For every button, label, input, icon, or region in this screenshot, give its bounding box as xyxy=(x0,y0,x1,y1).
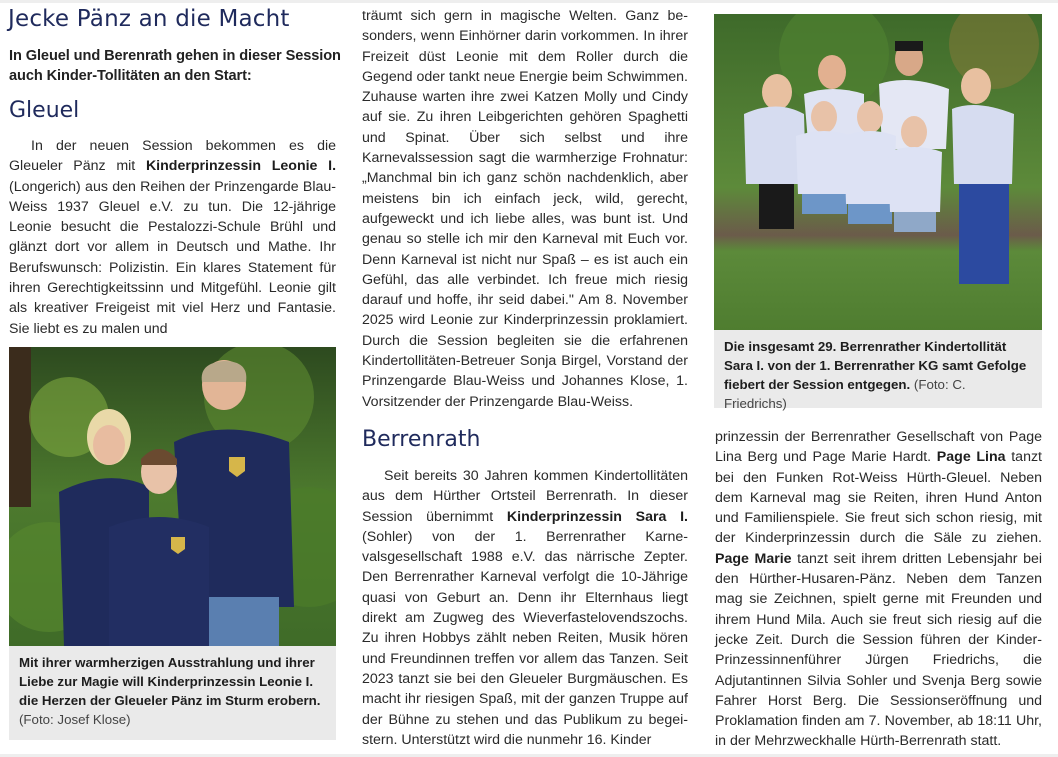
photo-leonie-image xyxy=(9,347,336,646)
berrenrath-text-3: prinzessin der Berrenrather Gesellschaft von Page Lina Berg und Page Marie Hardt. xyxy=(715,429,1042,466)
photo-leonie-family xyxy=(9,347,336,646)
berrenrath-text-5: tanzt seit ihrem dritten Lebensjahr bei den Hürther-Husaren-Pänz. Neben dem Tanzen mag sie Zeichnen, spielt gerne mit Freunden und ihrem Hund Mila. Auch sie freut sich riesig auf die jecke Zeit. Durch die Session führen der Kinder-Prinzessinnenführer Jürgen Friedrichs, die Adjutantinnen Silvia Sohler und Svenja Berg sowie Fahrer Horst Berg. Die Sessionseröffnung und Proklamation finden am 7. November, ab 18:11 Uhr, in der Mehrzweckhalle Hürth-Berrenrath statt. xyxy=(715,550,1043,750)
berrenrath-continued-paragraph xyxy=(715,427,1042,752)
photo-caption-sara xyxy=(714,330,1042,411)
page-marie-name: Page Marie xyxy=(715,550,792,567)
caption-text: Mit ihrer warmherzigen Ausstrahlung und ihrer Liebe zur Magie will Kinderprinzessin Leonie I. die Herzen der Gleueler Pänz im Sturm erobern. xyxy=(19,655,321,708)
caption-text: Die insgesamt 29. Berrenrather Kindertollität Sara I. von der 1. Berrenrather KG samt Gefolge fiebert der Session entgegen. xyxy=(724,339,1027,392)
article-title: Jecke Pänz an die Macht xyxy=(8,6,290,32)
gleuel-text-2: (Longerich) aus den Reihen der Prinzengarde Blau-Weiss 1937 Gleuel e.V. zu tun. Die 12-jährige Leonie besucht die Pestalozzi-Schule Brühl und glänzt dort vor allem in Deutsch und Mathe. Ihr Berufswunsch: Polizistin. Ein klares Statement für ihren Gerechtigkeitssinn und Mitgefühl. Leonie gilt als kreativer Freigeist mit viel Herz und Fantasie. Sie liebt es zu malen und xyxy=(9,178,336,337)
photo-sara-image xyxy=(714,14,1042,330)
berrenrath-text-4: tanzt bei den Funken Rot-Weiss Hürth-Gleuel. Neben dem Karneval mag sie Reiten, ihren Hund Anton und Familienspiele. Sie freut sich schon riesig, mit der Kinderprinzessin durch die Säle zu ziehen. xyxy=(715,449,1043,547)
berrenrath-text-1: Seit bereits 30 Jahren kommen Kindertollitäten aus dem Hürther Ortsteil Berrenrath. In dieser Session übernimmt xyxy=(362,468,688,525)
top-rule xyxy=(0,0,1058,3)
gleuel-text-1: In der neuen Session bekommen es die Gleueler Pänz mit xyxy=(9,138,336,175)
article-subtitle: In Gleuel und Berenrath gehen in dieser Session auch Kinder-Tollitäten an den Start: xyxy=(9,48,341,84)
gleuel-continued-paragraph: träumt sich gern in magische Welten. Ganz besonders, wenn Einhörner darin vorkommen. In ihrer Freizeit düst Leonie mit dem Roller durch die Gegend oder tankt neue Energie beim Schwimmen. Zuhause warten ihre zwei Katzen Molly und Cindy auf sie. Zu ihren Leibgerichten gehören Spaghetti und Spinat. Über sich selbst und ihre Karnevalssession sagt die warmherzige Frohnatur: „Manchmal bin ich ganz schön nachdenklich, aber meistens bin ich einfach jeck, wild, gerecht, aufgeweckt und ich liebe alles, was bunt ist. Und genau so stelle ich mir den Karneval mit Euch vor. Denn Karneval ist nicht nur Spaß – es ist auch ein Gefühl, das alle verbindet. Ich freue mich riesig darauf und hoffe, ihr seid dabei." Am 8. November 2025 wird Leonie zur Kinderprinzessin proklamiert. Durch die Session begleiten sie die erfahrenen Kindertollitäten-Betreuer Sonja Birgel, Vorstand der Prinzengarde Blau-Weiss und Johannes Klose, 1. Vorsitzender der Prinzengarde Blau-Weiss. xyxy=(362,8,688,410)
gleuel-paragraph xyxy=(9,136,336,339)
berrenrath-text-2: (Sohler) von der 1. Berrenrather Karnevalsgesellschaft 1988 e.V. das närrische Zepter. Den Berrenrather Karneval verfolgt die 10-Jährige quasi von Geburt an. Denn ihr Elternhaus liegt direkt am Zugweg des Wieverfastelovendszochs. Zu ihren Hobbys zählt neben Reiten, Musik hören und Freundinnen treffen vor allem das Tanzen. Seit 2023 tanzt sie bei den Gleueler Burgmäuschen. Es macht ihr riesigen Spaß, mit der ganzen Truppe auf der Bühne zu stehen und das Publikum zu begeistern. Unterstützt wird die nunmehr 16. Kinder xyxy=(362,528,688,748)
photo-credit: (Foto: C. Friedrichs) xyxy=(724,377,966,411)
photo-credit: (Foto: Josef Klose) xyxy=(19,712,131,727)
photo-sara-group xyxy=(714,14,1042,330)
berrenrath-princess-name: Kinderprinzessin Sara I. xyxy=(506,508,688,525)
photo-caption-leonie xyxy=(9,646,336,740)
section-heading-gleuel: Gleuel xyxy=(9,98,80,123)
berrenrath-paragraph xyxy=(362,466,688,750)
section-heading-berrenrath: Berrenrath xyxy=(362,427,481,452)
page-lina-name: Page Lina xyxy=(936,449,1006,466)
gleuel-princess-name: Kinderprinzessin Leonie I. xyxy=(145,158,337,175)
